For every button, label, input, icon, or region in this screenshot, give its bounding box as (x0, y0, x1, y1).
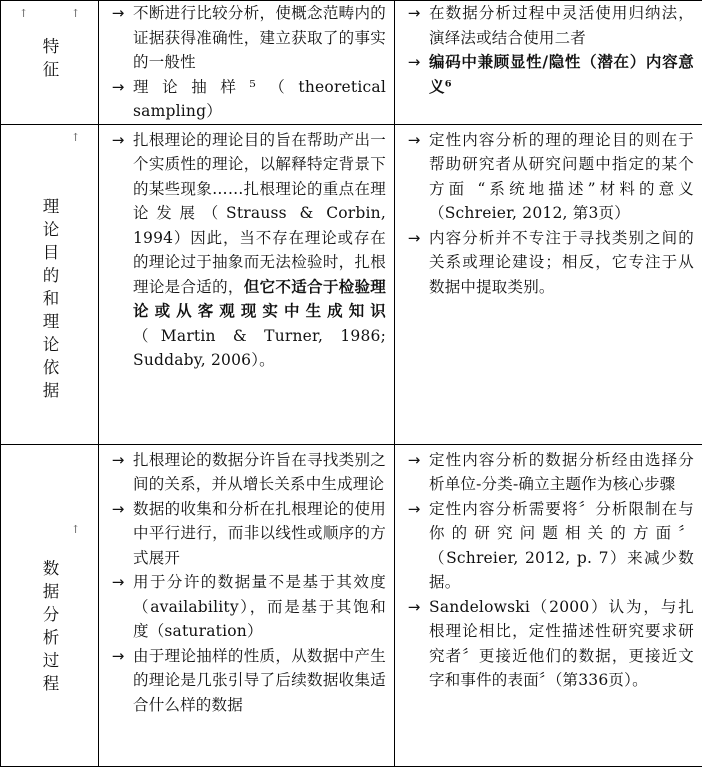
bullet-text-bold: 但它不适合于检验理论或从客观现实中生成知识 (133, 277, 386, 321)
cell-marks (1, 523, 98, 535)
bullet-text: 理论抽样⁵（theoretical sampling） (133, 75, 386, 124)
arrow-icon: → (103, 644, 133, 718)
list-item (99, 644, 394, 718)
list-item (395, 595, 702, 693)
list-item (395, 497, 702, 595)
bullet-text: Sandelowski（2000）认为，与扎根理论相比，定性描述性研究要求研究者〞更接近他们的数据，更接近文字和事件的表面〞（第336页）。 (429, 595, 694, 693)
cell-marks (1, 7, 98, 19)
bullet-text: 定性内容分析需要将〞分析限制在与你的研究问题相关的方面〞（Schreier, 2012, p. 7）来减少数据。 (429, 497, 694, 595)
arrow-icon: → (399, 595, 429, 693)
content-analysis-cell (395, 444, 702, 766)
list-item (99, 570, 394, 644)
tab-mark-icon: ↑ (71, 131, 80, 144)
list-item (99, 497, 394, 571)
list-item (395, 226, 702, 300)
arrow-icon: → (103, 497, 133, 571)
tab-mark-icon: ↑ (71, 523, 80, 536)
row-header-text: 理论目的和理论依据 (41, 195, 61, 402)
arrow-icon: → (399, 497, 429, 595)
row-header-cell (1, 1, 99, 125)
arrow-icon: → (103, 128, 133, 373)
list-item (99, 448, 394, 497)
arrow-icon: → (103, 75, 133, 124)
arrow-icon: → (399, 448, 429, 497)
bullet-text: 用于分许的数据量不是基于其效度（availability），而是基于其饱和度（saturation） (133, 570, 386, 644)
bullet-text-part: 扎根理论的理论目的旨在帮助产出一个实质性的理论，以解释特定背景下的某些现象……扎根理论的重点在理论发展（Strauss & Corbin, 1994）因此，当不存在理论或存在的理论过于抽象而无法检验时，扎根理论是合适的， (133, 131, 386, 296)
row-header-text: 特征 (41, 35, 61, 81)
list-item (395, 1, 702, 50)
bullet-text: 定性内容分析的数据分析经由选择分析单位-分类-确立主题作为核心步骤 (429, 448, 694, 497)
content-analysis-cell (395, 124, 702, 444)
list-item (395, 50, 702, 99)
bullet-text: 定性内容分析的理的理论目的则在于帮助研究者从研究问题中指定的某个方面 “系统地描述”材料的意义（Schreier, 2012, 第3页） (429, 128, 694, 226)
arrow-icon: → (103, 1, 133, 75)
grounded-theory-cell (99, 1, 395, 125)
tab-mark-icon: ↑ (71, 7, 80, 20)
bullet-text: 扎根理论的数据分许旨在寻找类别之间的关系，并从增长关系中生成理论 (133, 448, 386, 497)
table-row (1, 124, 702, 444)
list-item (99, 1, 394, 75)
bullet-text: 不断进行比较分析，使概念范畴内的证据获得准确性，建立获取了的事实的一般性 (133, 1, 386, 75)
arrow-icon: → (103, 448, 133, 497)
list-item (99, 75, 394, 124)
arrow-icon: → (399, 128, 429, 226)
arrow-icon: → (103, 570, 133, 644)
row-header-cell (1, 124, 99, 444)
bullet-text: 内容分析并不专注于寻找类别之间的关系或理论建设；相反，它专注于从数据中提取类别。 (429, 226, 694, 300)
table-row (1, 1, 702, 125)
bullet-text-part: （Martin & Turner, 1986; Suddaby, 2006）。 (133, 327, 386, 370)
grounded-theory-cell (99, 444, 395, 766)
list-item (99, 128, 394, 373)
grounded-theory-cell (99, 124, 395, 444)
bullet-text-bold: 编码中兼顾显性/隐性（潜在）内容意义⁶ (429, 50, 694, 99)
bullet-text: 由于理论抽样的性质，从数据中产生的理论是几张引导了后续数据收集适合什么样的数据 (133, 644, 386, 718)
table-row (1, 444, 702, 766)
list-item (395, 448, 702, 497)
bullet-text: 在数据分析过程中灵活使用归纳法，演绎法或结合使用二者 (429, 1, 694, 50)
arrow-icon: → (399, 1, 429, 50)
row-header-text: 数据分析过程 (41, 557, 61, 695)
arrow-icon: → (399, 226, 429, 300)
arrow-icon: → (399, 50, 429, 99)
list-item (395, 128, 702, 226)
bullet-text (133, 128, 386, 373)
row-header-cell (1, 444, 99, 766)
cell-marks (1, 131, 98, 143)
bullet-text: 数据的收集和分析在扎根理论的使用中平行进行，而非以线性或顺序的方式展开 (133, 497, 386, 571)
content-analysis-cell (395, 1, 702, 125)
tab-mark-icon: ↑ (19, 7, 28, 20)
